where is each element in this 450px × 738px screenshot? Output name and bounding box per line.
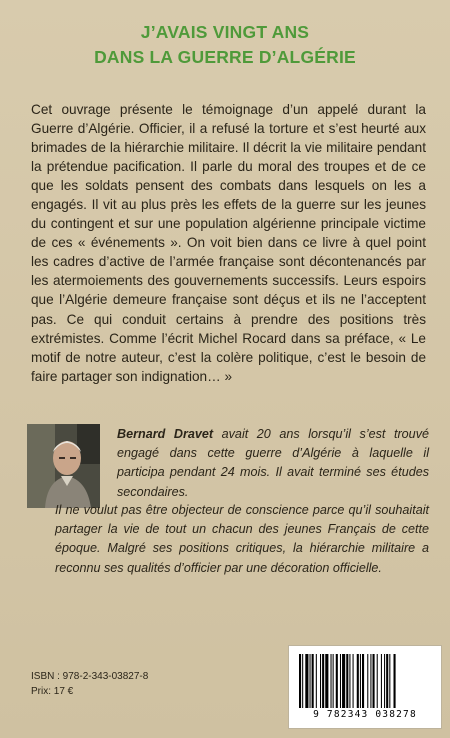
isbn: ISBN : 978-2-343-03827-8 <box>31 671 149 682</box>
barcode-icon <box>295 654 435 710</box>
author-portrait-icon <box>27 424 100 508</box>
barcode-digits: 9 782343 038278 <box>313 709 417 720</box>
book-description <box>31 100 426 386</box>
author-bio <box>117 425 429 502</box>
author-photo <box>27 424 100 508</box>
book-title <box>0 20 450 70</box>
barcode <box>288 645 442 729</box>
author-bio-rest: Il ne voulut pas être objecteur de conscience parce qu’il souhaitait partager la vie de tout un chacun des jeunes Français de cette époque. Malgré ses positions critiques, la hiérarchie militaire a reconnu ses qualités d’officier par une décoration officielle. <box>55 503 429 575</box>
author-bio-start: avait 20 ans lorsqu’il s’est trouvé engagé dans cette guerre d’Algérie à laquelle il participa pendant 24 mois. Il avait terminé ses études secondaires. <box>117 427 429 499</box>
description-text: Cet ouvrage présente le témoignage d’un appelé durant la Guerre d’Algérie. Officier, il a refusé la torture et s’est heurté aux brimades de la hiérarchie militaire. Il décrit la vie militaire pendant la prétendue pacification. Il parle du moral des troupes et de ce que les soldats pensent des combats dans lesquels on les a engagés. Il vit au plus près les effets de la guerre sur les jeunes du contingent et sur une population algérienne principale victime de ces « événements ». On voit bien dans ce livre à quel point les cadres d’active de l’armée française sont décontenancés par les atermoiements des gouvernements successifs. Leurs espoirs que l’Algérie demeure française sont déçus et ils ne l’acceptent pas. Ce qui conduit certains à prendre des positions très extrémistes. Comme l’écrit Michel Rocard dans sa préface, « Le motif de notre auteur, c’est la colère politique, c’est le besoin de faire partager son indignation… » <box>31 102 426 384</box>
author-name: Bernard Dravet <box>117 427 214 441</box>
price: Prix: 17 € <box>31 686 74 697</box>
title-line-1: J’AVAIS VINGT ANS <box>140 22 310 42</box>
isbn-block <box>31 669 148 699</box>
title-line-2: DANS LA GUERRE D’ALGÉRIE <box>94 47 356 67</box>
